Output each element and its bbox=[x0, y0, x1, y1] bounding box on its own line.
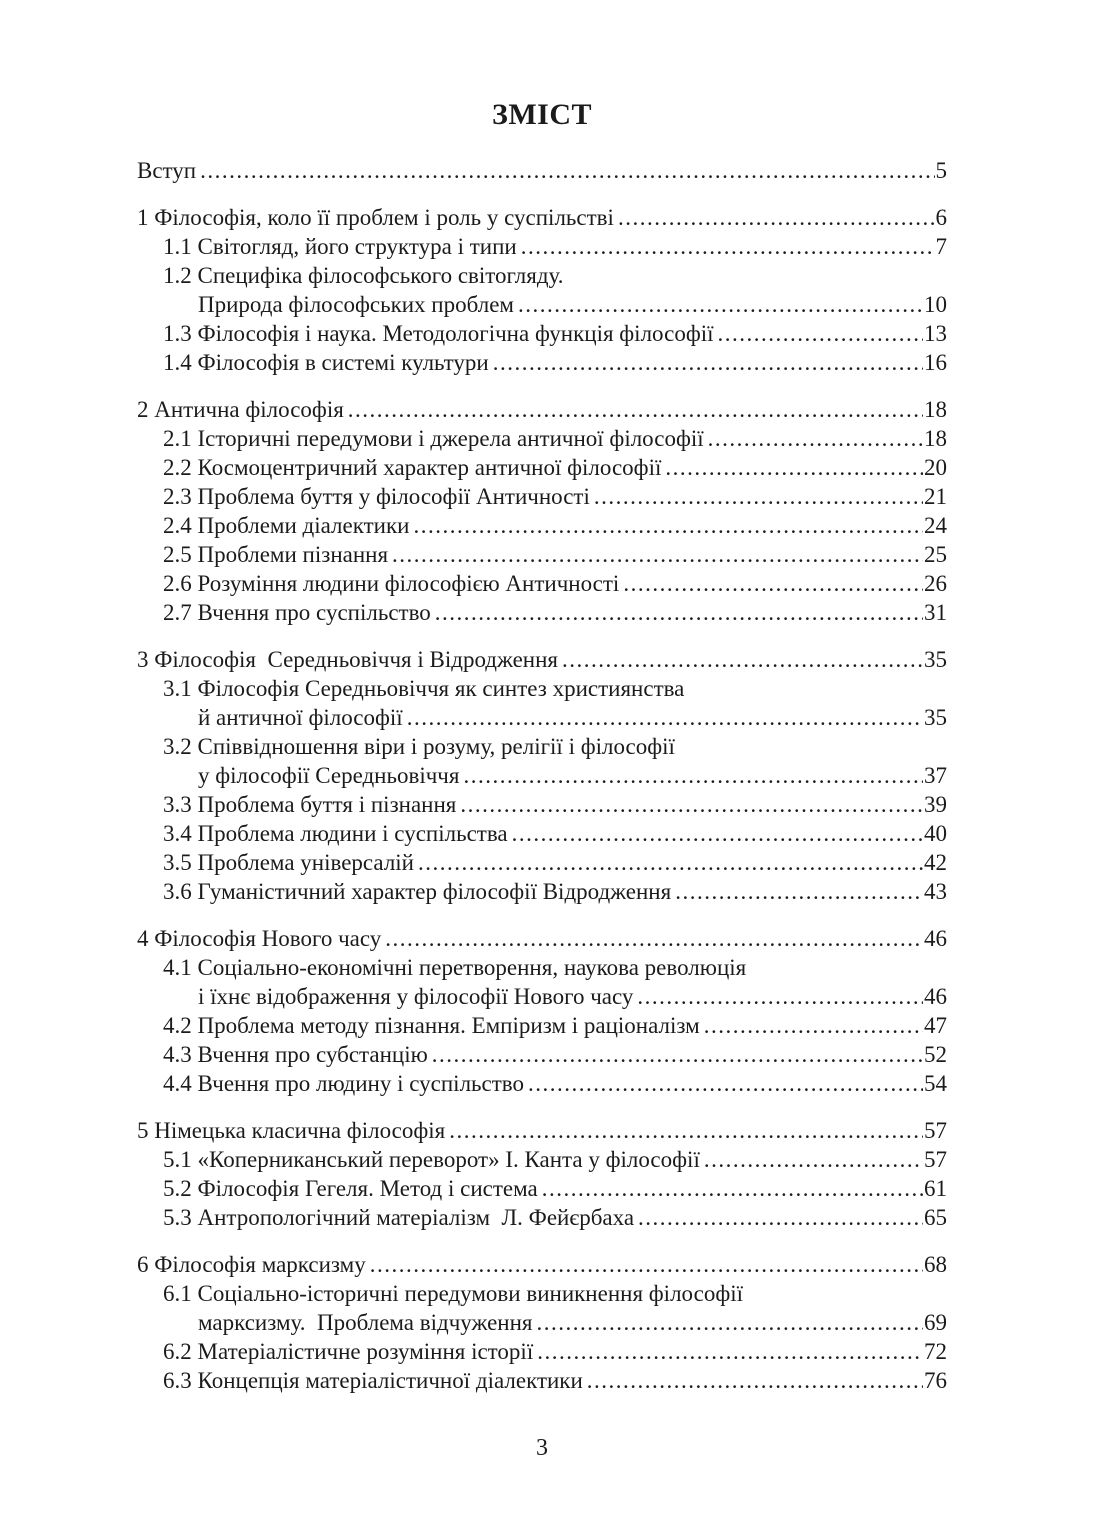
dot-leader bbox=[348, 395, 923, 424]
dot-leader bbox=[665, 453, 923, 482]
toc-entry bbox=[137, 395, 947, 424]
toc-entry bbox=[137, 319, 947, 348]
toc-entry bbox=[137, 848, 947, 877]
toc-entry-page-number: 65 bbox=[924, 1205, 947, 1230]
toc-page bbox=[137, 0, 947, 1463]
toc-entry bbox=[137, 703, 947, 732]
toc-entry-label: 1.2 Специфіка філософського світогляду. bbox=[163, 263, 564, 288]
dot-leader bbox=[460, 790, 923, 819]
toc-entry bbox=[137, 1337, 947, 1366]
toc-entry-page-number: 57 bbox=[924, 1147, 947, 1172]
toc-entry-page-number: 46 bbox=[924, 926, 947, 951]
page-footer bbox=[137, 1433, 947, 1463]
toc-entry-page-number: 13 bbox=[924, 321, 947, 346]
toc-entry bbox=[137, 1174, 947, 1203]
toc-entry bbox=[137, 569, 947, 598]
dot-leader bbox=[418, 848, 923, 877]
toc-entry-page-number: 37 bbox=[924, 763, 947, 788]
toc-entry-label: 2.7 Вчення про суспільство bbox=[163, 600, 431, 625]
toc-entry bbox=[137, 598, 947, 627]
toc-entry-page-number: 10 bbox=[924, 292, 947, 317]
toc-entry-label: 2.2 Космоцентричний характер античної філософії bbox=[163, 455, 662, 480]
dot-leader bbox=[463, 761, 923, 790]
dot-leader bbox=[432, 1040, 923, 1069]
dot-leader bbox=[638, 1203, 923, 1232]
toc-entry-label: 5.2 Філософія Гегеля. Метод і система bbox=[163, 1176, 538, 1201]
toc-entry-page-number: 40 bbox=[924, 821, 947, 846]
dot-leader bbox=[537, 1337, 923, 1366]
toc-entry-label: 3.5 Проблема універсалій bbox=[163, 850, 414, 875]
toc-entry-label: 6.2 Матеріалістичне розуміння історії bbox=[163, 1339, 534, 1364]
toc-entry bbox=[137, 203, 947, 232]
toc-entry-label: марксизму. Проблема відчуження bbox=[198, 1310, 533, 1335]
toc-entry-label: 3.3 Проблема буття і пізнання bbox=[163, 792, 457, 817]
dot-leader bbox=[618, 203, 935, 232]
toc-entry-label: 5.3 Антропологічний матеріалізм Л. Фейєрбаха bbox=[163, 1205, 635, 1230]
toc-entry-page-number: 52 bbox=[924, 1042, 947, 1067]
dot-leader bbox=[536, 1308, 923, 1337]
toc-entry bbox=[137, 953, 947, 982]
toc-entry bbox=[137, 261, 947, 290]
toc-entry-label: 4.2 Проблема методу пізнання. Емпіризм і раціоналізм bbox=[163, 1013, 700, 1038]
dot-leader bbox=[518, 290, 923, 319]
toc-entry-label: 6 Філософія марксизму bbox=[137, 1252, 366, 1277]
toc-entry-label: 6.3 Концепція матеріалістичної діалектики bbox=[163, 1368, 583, 1393]
toc-entry-label: 3.2 Співвідношення віри і розуму, релігії і філософії bbox=[163, 734, 675, 759]
toc-entry-label: 3.4 Проблема людини і суспільства bbox=[163, 821, 508, 846]
toc-entry bbox=[137, 453, 947, 482]
dot-leader bbox=[623, 569, 923, 598]
toc-entry-page-number: 54 bbox=[924, 1071, 947, 1096]
toc-entry-page-number: 69 bbox=[924, 1310, 947, 1335]
dot-leader bbox=[449, 1116, 923, 1145]
toc-entry-label: 4.4 Вчення про людину і суспільство bbox=[163, 1071, 524, 1096]
toc-entry-page-number: 72 bbox=[924, 1339, 947, 1364]
dot-leader bbox=[385, 924, 923, 953]
toc-entry-label: 2 Антична філософія bbox=[137, 397, 344, 422]
toc-entry bbox=[137, 424, 947, 453]
toc-entry bbox=[137, 1116, 947, 1145]
toc-entry-label: 3.6 Гуманістичний характер філософії Відродження bbox=[163, 879, 672, 904]
footer-page-number: 3 bbox=[536, 1435, 548, 1461]
dot-leader bbox=[528, 1069, 923, 1098]
toc-entry bbox=[137, 1040, 947, 1069]
toc-entry-page-number: 20 bbox=[924, 455, 947, 480]
toc-entry-page-number: 35 bbox=[924, 647, 947, 672]
dot-leader bbox=[718, 319, 923, 348]
toc-entry bbox=[137, 348, 947, 377]
toc-entry-page-number: 5 bbox=[935, 158, 947, 183]
toc-entry-page-number: 18 bbox=[924, 426, 947, 451]
toc-entry-page-number: 25 bbox=[924, 542, 947, 567]
toc-entry-page-number: 31 bbox=[924, 600, 947, 625]
toc-entry-page-number: 76 bbox=[924, 1368, 947, 1393]
dot-leader bbox=[370, 1250, 923, 1279]
toc-entry-page-number: 16 bbox=[924, 350, 947, 375]
toc-entry bbox=[137, 232, 947, 261]
toc-entry-page-number: 24 bbox=[924, 513, 947, 538]
toc-entry bbox=[137, 761, 947, 790]
dot-leader bbox=[512, 819, 923, 848]
toc-entry-page-number: 46 bbox=[924, 984, 947, 1009]
toc-entry bbox=[137, 540, 947, 569]
dot-leader bbox=[594, 482, 923, 511]
toc-entry bbox=[137, 482, 947, 511]
dot-leader bbox=[413, 511, 923, 540]
toc-entry bbox=[137, 877, 947, 906]
toc-entry bbox=[137, 1250, 947, 1279]
toc-entry-label: 5.1 «Коперниканський переворот» І. Канта у філософії bbox=[163, 1147, 700, 1172]
toc-entry bbox=[137, 982, 947, 1011]
toc-entry-label: 1.4 Філософія в системі культури bbox=[163, 350, 489, 375]
dot-leader bbox=[675, 877, 923, 906]
toc-entry-page-number: 6 bbox=[935, 205, 947, 230]
toc-entry-page-number: 39 bbox=[924, 792, 947, 817]
dot-leader bbox=[704, 1145, 923, 1174]
toc-entry bbox=[137, 1366, 947, 1395]
dot-leader bbox=[587, 1366, 923, 1395]
toc-entry-label: 4.1 Соціально-економічні перетворення, наукова революція bbox=[163, 955, 747, 980]
toc-entry-page-number: 21 bbox=[924, 484, 947, 509]
toc-entry bbox=[137, 674, 947, 703]
dot-leader bbox=[562, 645, 923, 674]
toc-entry-label: Природа філософських проблем bbox=[198, 292, 514, 317]
dot-leader bbox=[392, 540, 923, 569]
toc-entry-label: 4 Філософія Нового часу bbox=[137, 926, 382, 951]
toc-entry-page-number: 43 bbox=[924, 879, 947, 904]
toc-entry-page-number: 35 bbox=[924, 705, 947, 730]
toc-entry bbox=[137, 1203, 947, 1232]
toc-entry-label: 6.1 Соціально-історичні передумови виникнення філософії bbox=[163, 1281, 744, 1306]
toc-entry-page-number: 68 bbox=[924, 1252, 947, 1277]
toc-entry-page-number: 47 bbox=[924, 1013, 947, 1038]
dot-leader bbox=[521, 232, 935, 261]
dot-leader bbox=[542, 1174, 923, 1203]
toc-entry bbox=[137, 790, 947, 819]
toc-entry-label: 5 Німецька класична філософія bbox=[137, 1118, 446, 1143]
dot-leader bbox=[637, 982, 923, 1011]
toc-entry-label: 2.6 Розуміння людини філософією Античності bbox=[163, 571, 620, 596]
toc-entry bbox=[137, 819, 947, 848]
toc-entry-label: 2.1 Історичні передумови і джерела античної філософії bbox=[163, 426, 704, 451]
page-title: ЗМІСТ bbox=[492, 98, 592, 131]
toc-entry-label: 2.4 Проблеми діалектики bbox=[163, 513, 410, 538]
toc-entry bbox=[137, 645, 947, 674]
dot-leader bbox=[704, 1011, 923, 1040]
dot-leader bbox=[200, 156, 934, 185]
toc-entry-label: Вступ bbox=[137, 158, 197, 183]
toc-list bbox=[137, 156, 947, 1395]
toc-entry-page-number: 42 bbox=[924, 850, 947, 875]
toc-entry-label: 2.5 Проблеми пізнання bbox=[163, 542, 389, 567]
toc-entry-label: 2.3 Проблема буття у філософії Античності bbox=[163, 484, 590, 509]
toc-entry bbox=[137, 290, 947, 319]
toc-entry bbox=[137, 1308, 947, 1337]
toc-entry bbox=[137, 156, 947, 185]
toc-entry-label: 1.1 Світогляд, його структура і типи bbox=[163, 234, 517, 259]
toc-entry-label: 3 Філософія Середньовіччя і Відродження bbox=[137, 647, 558, 672]
toc-entry bbox=[137, 511, 947, 540]
toc-entry bbox=[137, 732, 947, 761]
toc-entry bbox=[137, 924, 947, 953]
toc-entry-label: 4.3 Вчення про субстанцію bbox=[163, 1042, 428, 1067]
toc-entry-page-number: 18 bbox=[924, 397, 947, 422]
toc-entry-page-number: 7 bbox=[935, 234, 947, 259]
toc-entry bbox=[137, 1279, 947, 1308]
toc-entry-page-number: 61 bbox=[924, 1176, 947, 1201]
toc-entry bbox=[137, 1011, 947, 1040]
toc-entry bbox=[137, 1069, 947, 1098]
dot-leader bbox=[708, 424, 923, 453]
toc-entry-page-number: 57 bbox=[924, 1118, 947, 1143]
dot-leader bbox=[407, 703, 923, 732]
dot-leader bbox=[493, 348, 923, 377]
toc-entry-label: 3.1 Філософія Середньовіччя як синтез християнства bbox=[163, 676, 685, 701]
dot-leader bbox=[435, 598, 923, 627]
toc-entry-page-number: 26 bbox=[924, 571, 947, 596]
toc-entry-label: й античної філософії bbox=[198, 705, 403, 730]
toc-entry-label: 1.3 Філософія і наука. Методологічна функція філософії bbox=[163, 321, 714, 346]
toc-entry-label: у філософії Середньовіччя bbox=[198, 763, 460, 788]
toc-entry-label: і їхнє відображення у філософії Нового часу bbox=[198, 984, 634, 1009]
toc-entry bbox=[137, 1145, 947, 1174]
toc-entry-label: 1 Філософія, коло її проблем і роль у суспільстві bbox=[137, 205, 614, 230]
